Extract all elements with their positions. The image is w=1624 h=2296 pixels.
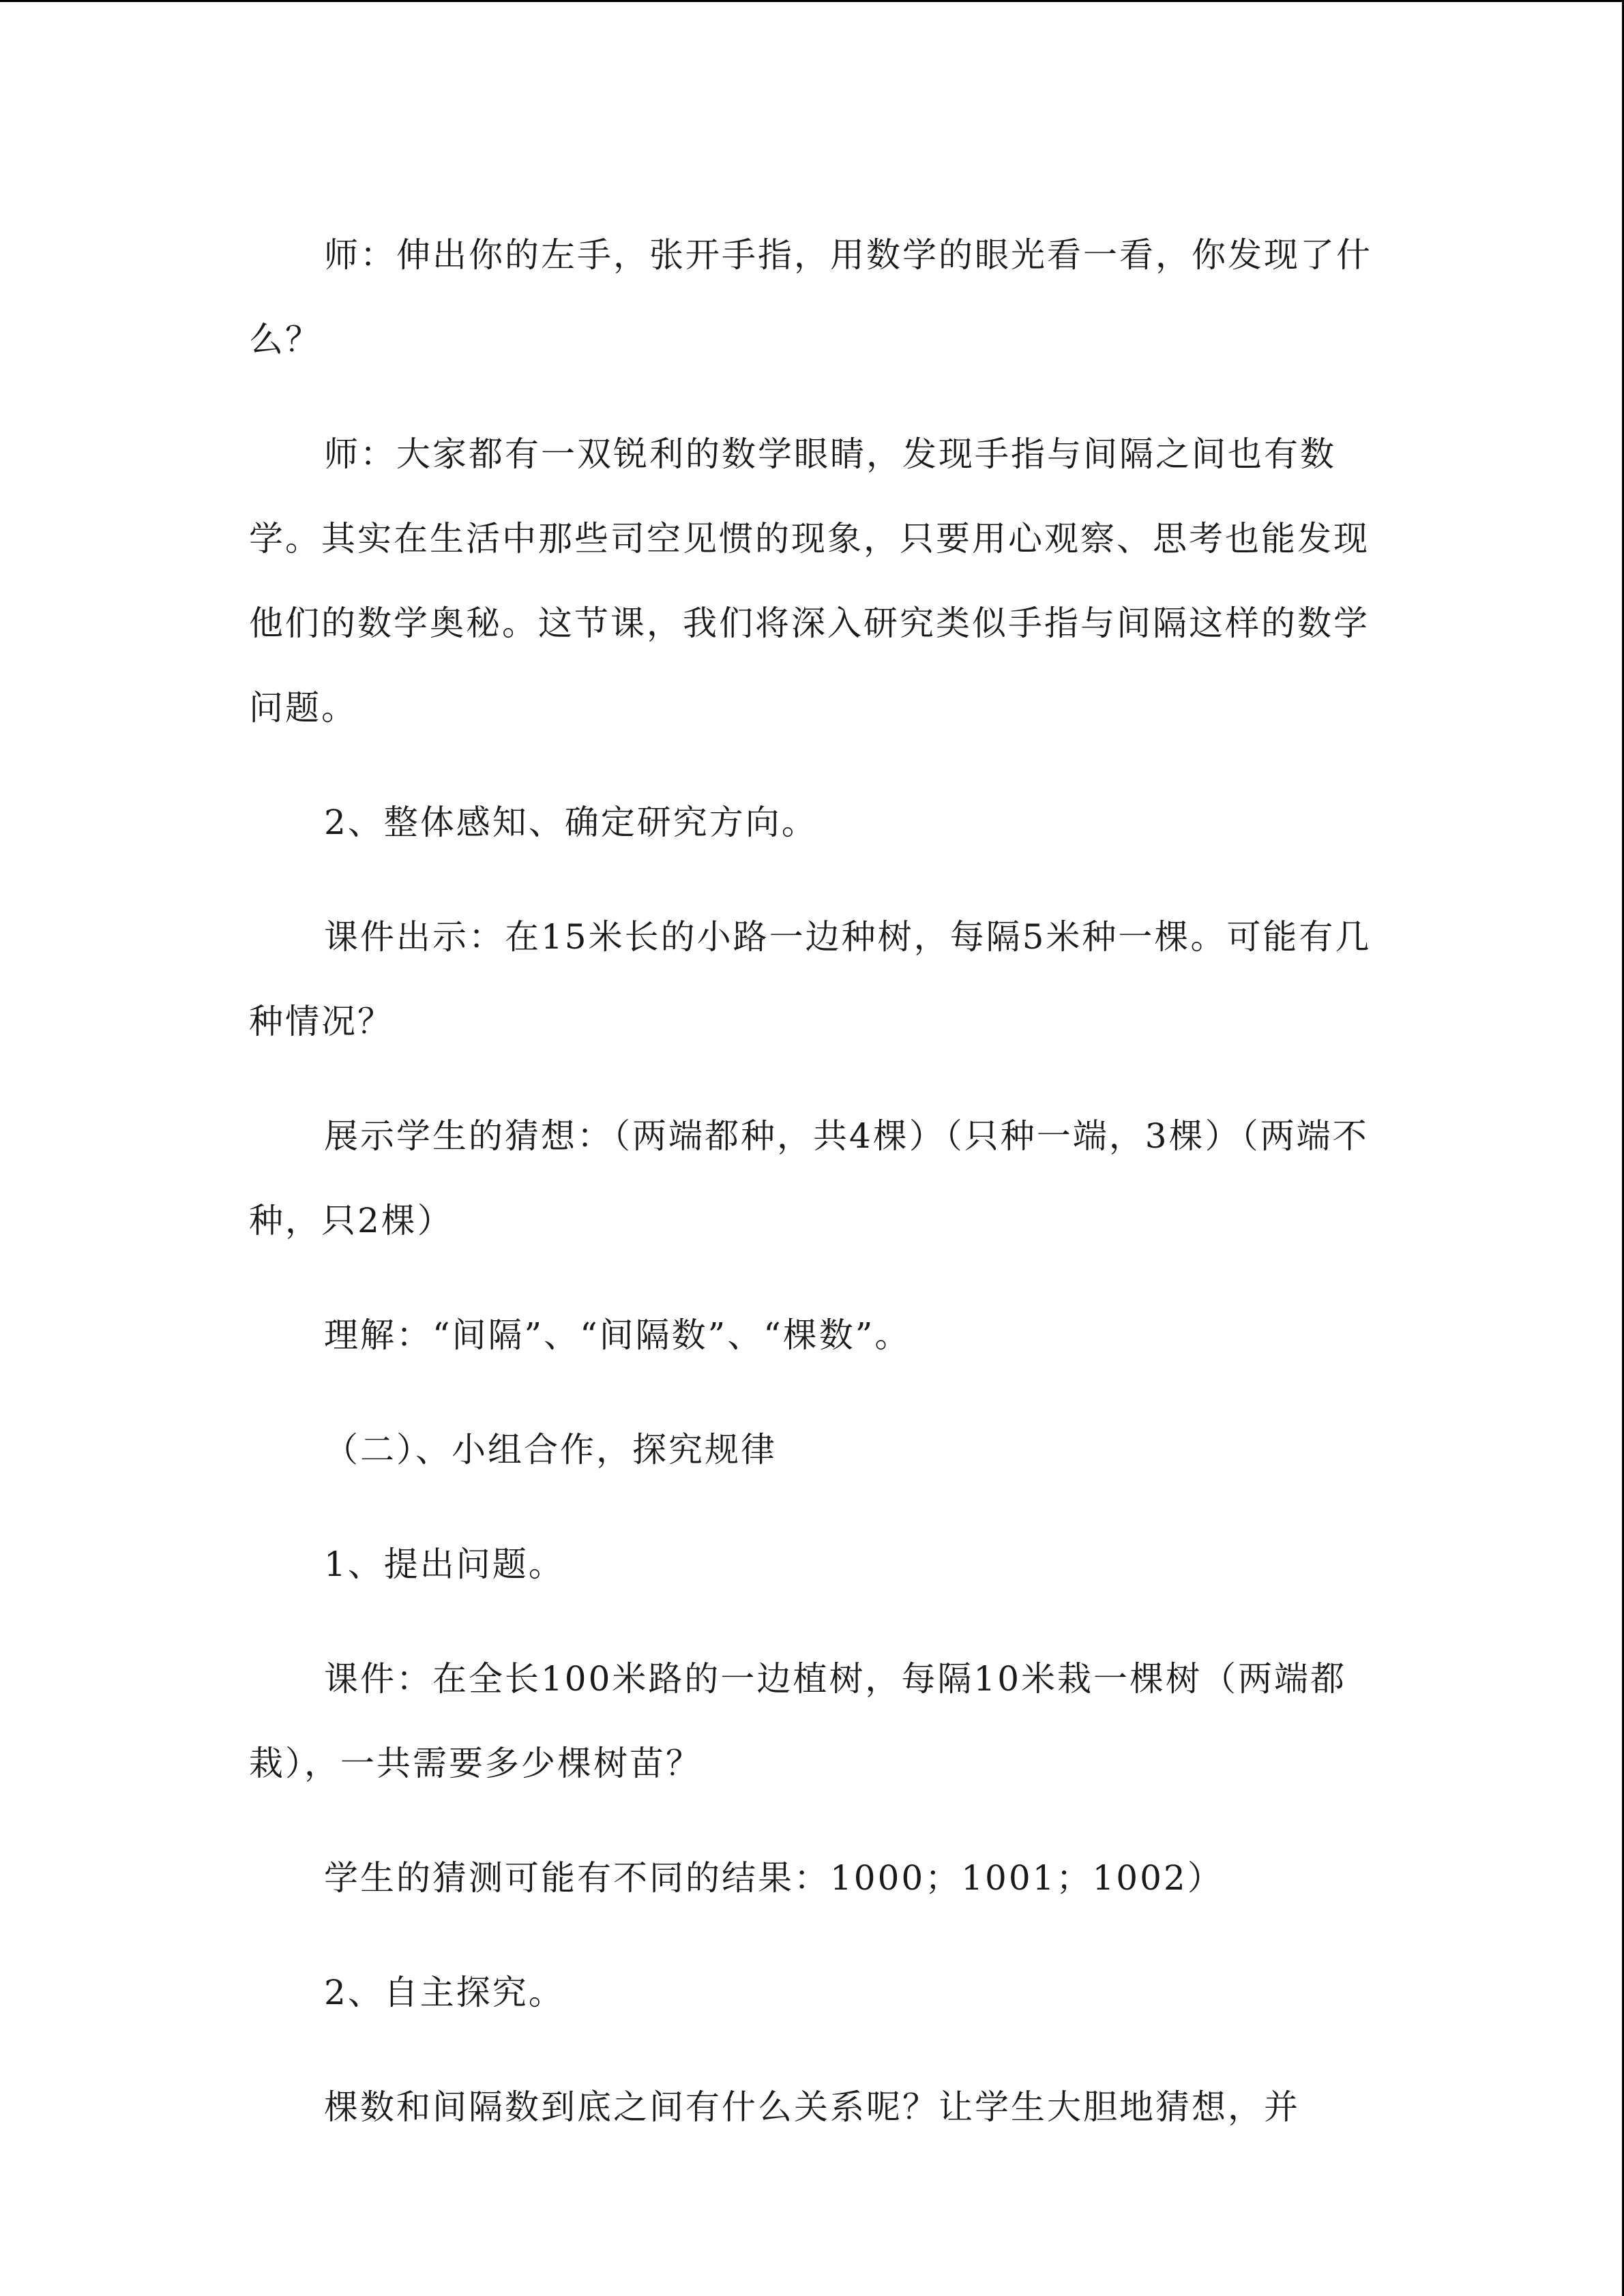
paragraph-courseware-question: 课件出示：在15米长的小路一边种树，每隔5米种一棵。可能有几种情况？ (249, 917, 1372, 1041)
paragraph-gap (249, 750, 1381, 780)
paragraph-step-2-heading: 2、整体感知、确定研究方向。 (324, 803, 818, 842)
page-top-border (0, 0, 1624, 2)
paragraph-gap (249, 1920, 1381, 1950)
paragraph-gap (249, 2035, 1381, 2065)
paragraph-step-1-heading: 1、提出问题。 (324, 1545, 565, 1584)
paragraph-gap (249, 1263, 1381, 1293)
section-heading-group-work: （二）、小组合作，探究规律 (324, 1430, 777, 1470)
paragraph-courseware-problem: 课件：在全长100米路的一边植树，每隔10米栽一棵树（两端都栽），一共需要多少棵树苗？ (249, 1659, 1347, 1783)
paragraph-gap (249, 865, 1381, 895)
paragraph-relationship-question: 棵数和间隔数到底之间有什么关系呢？让学生大胆地猜想，并 (324, 2087, 1300, 2127)
paragraph-gap (249, 382, 1381, 412)
paragraph-teacher-prompt: 师：伸出你的左手，张开手指，用数学的眼光看一看，你发现了什么？ (249, 235, 1372, 359)
paragraph-student-guesses: 展示学生的猜想：（两端都种，共4棵）（只种一端，3棵）（两端不种，只2棵） (249, 1116, 1369, 1240)
document-body (249, 213, 1381, 2149)
paragraph-gap (249, 1064, 1381, 1094)
paragraph-understanding-terms: 理解：“间隔”、“间隔数”、“棵数”。 (324, 1315, 911, 1355)
paragraph-student-predictions: 学生的猜测可能有不同的结果：1000；1001；1002） (324, 1858, 1224, 1898)
paragraph-teacher-explanation: 师：大家都有一双锐利的数学眼睛，发现手指与间隔之间也有数学。其实在生活中那些司空见惯的现象，只要用心观察、思考也能发现他们的数学奥秘。这节课，我们将深入研究类似手指与间隔这样的数学问题。 (249, 434, 1370, 728)
paragraph-gap (249, 1492, 1381, 1522)
paragraph-gap (249, 1607, 1381, 1637)
paragraph-gap (249, 1806, 1381, 1836)
paragraph-step-2-explore: 2、自主探究。 (324, 1973, 565, 2012)
paragraph-gap (249, 1377, 1381, 1407)
